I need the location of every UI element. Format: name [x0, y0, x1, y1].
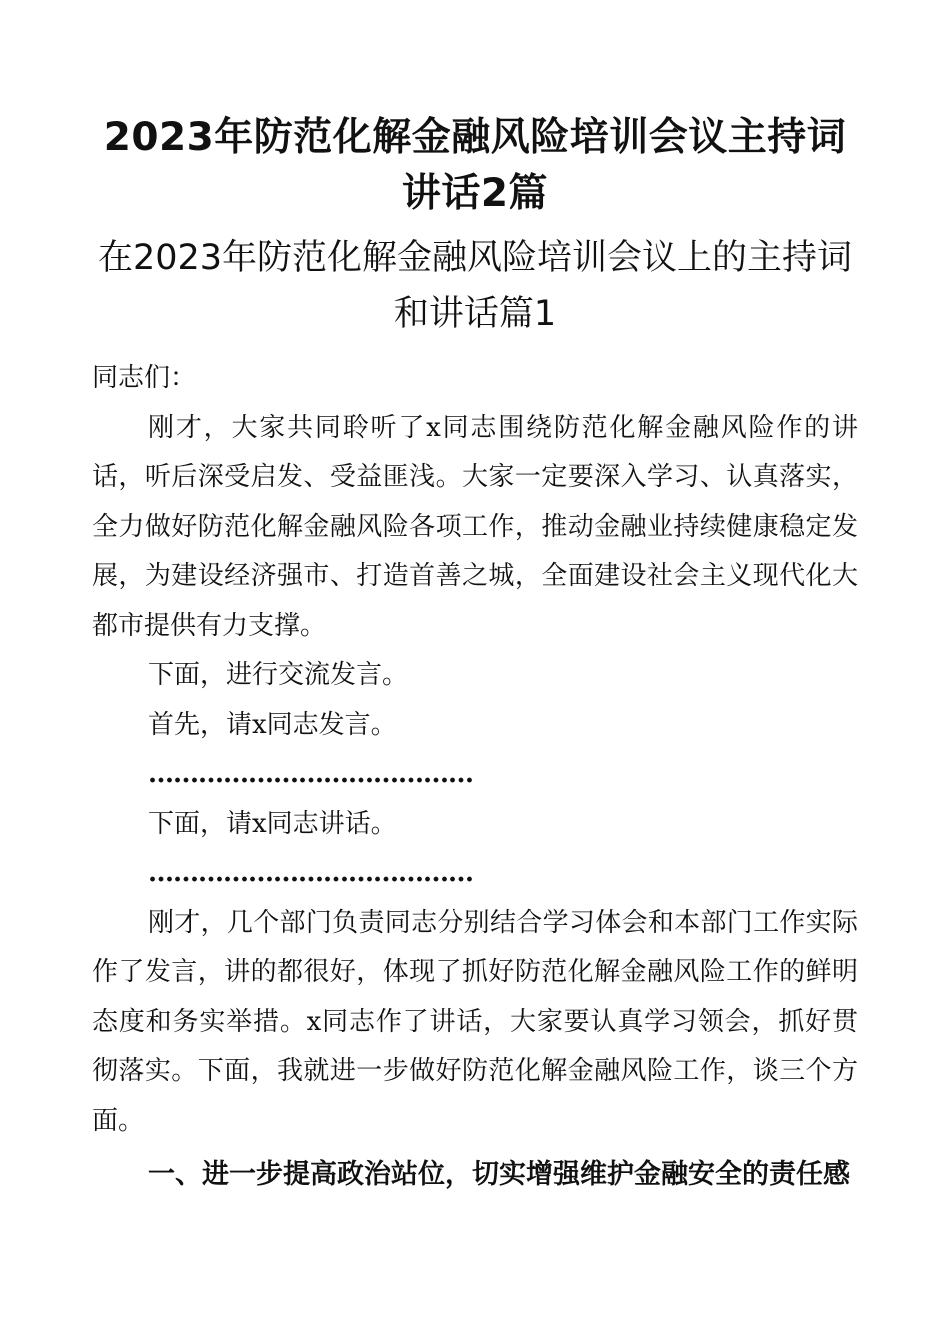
- paragraph-first-speaker: 首先，请x同志发言。: [148, 709, 397, 740]
- ellipsis-separator: …………………………………: [148, 759, 473, 789]
- ellipsis-separator: …………………………………: [148, 858, 473, 888]
- paragraph-opening: 刚才，大家共同聆听了x同志围绕防范化解金融风险作的讲话，听后深受启发、受益匪浅。大家一定要深入学习、认真落实，全力做好防范化解金融风险各项工作，推动金融业持续健康稳定发展，为建设经济强市、打造首善之城，全面建设社会主义现代化大都市提供有力支撑。: [92, 412, 858, 641]
- paragraph-exchange: 下面，进行交流发言。: [148, 660, 409, 690]
- section-heading: 一、进一步提高政治站位，切实增强维护金融安全的责任感: [148, 1159, 850, 1190]
- document-subtitle: 在2023年防范化解金融风险培训会议上的主持词和讲话篇1: [97, 238, 853, 334]
- paragraph-next-speaker: 下面，请x同志讲话。: [148, 808, 397, 839]
- document-title: 2023年防范化解金融风险培训会议主持词讲话2篇: [103, 115, 847, 216]
- paragraph-summary: 刚才，几个部门负责同志分别结合学习体会和本部门工作实际作了发言，讲的都很好，体现了抓好防范化解金融风险工作的鲜明态度和务实举措。x同志作了讲话，大家要认真学习领会，抓好贯彻落实。下面，我就进一步做好防范化解金融风险工作，谈三个方面。: [92, 907, 858, 1136]
- salutation: 同志们：: [92, 363, 197, 393]
